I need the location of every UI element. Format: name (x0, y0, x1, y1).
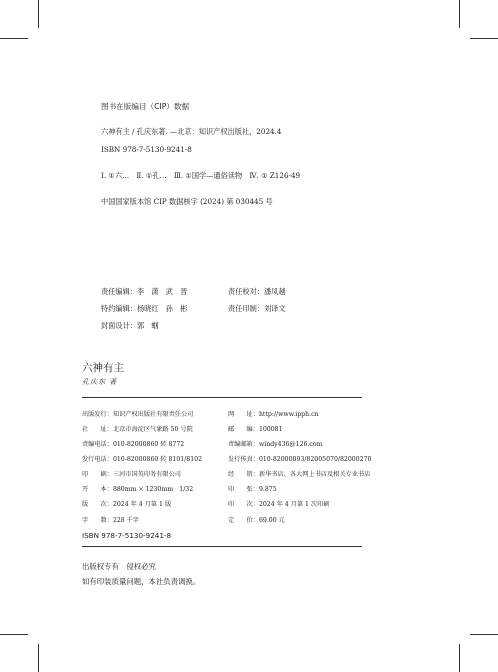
publishing-value: 69.00 元 (258, 517, 285, 524)
publishing-row-left-4 (82, 469, 181, 478)
publishing-label: 版 次： (82, 501, 113, 508)
publishing-label: 定 价： (228, 517, 259, 524)
publishing-row-right-0 (228, 409, 319, 418)
special-editor-value: 杨晓红 孙 彬 (136, 304, 188, 313)
publishing-value: 三河市国英印务有限公司 (112, 471, 181, 478)
cip-record-number: 中国国家版本馆 CIP 数据核字 (2024) 第 030445 号 (101, 197, 273, 206)
quality-notice: 如有印装质量问题，本社负责调换。 (82, 577, 201, 586)
crop-mark-top-right-h (470, 38, 498, 39)
publishing-label: 网 址： (228, 411, 259, 418)
publishing-value: 010-82000860 转 8772 (112, 441, 185, 448)
publishing-label: 开 本： (82, 486, 113, 493)
publishing-row-right-7 (228, 515, 285, 524)
publishing-row-left-5 (82, 484, 193, 493)
proofreader-value: 潘凤越 (263, 287, 286, 296)
publishing-row-left-1 (82, 424, 193, 433)
publishing-label: 经 销： (228, 471, 259, 478)
publishing-value: 228 千字 (112, 517, 140, 524)
cip-line-isbn: ISBN 978-7-5130-9241-8 (101, 145, 192, 154)
publishing-row-right-4 (228, 469, 370, 478)
printing-supervisor (228, 304, 286, 314)
publishing-value: 880mm × 1230mm 1/32 (112, 486, 194, 493)
publishing-row-left-7 (82, 515, 139, 524)
crop-mark-top-left-v (38, 0, 39, 28)
crop-mark-top-left-h (0, 38, 28, 39)
publishing-label: 责编邮箱： (228, 441, 259, 448)
divider-top (82, 397, 362, 398)
publishing-value: 北京市海淀区气象路 50 号院 (112, 426, 193, 433)
publishing-value: 2024 年 4 月第 1 版 (112, 501, 172, 508)
printing-supervisor-value: 刘译文 (263, 304, 286, 313)
special-editor (101, 304, 187, 314)
book-author: 孔庆东 著 (82, 378, 118, 386)
proofreader (228, 287, 286, 297)
publishing-label: 印 次： (228, 501, 259, 508)
responsible-editor-label: 责任编辑： (101, 287, 137, 296)
publishing-row-left-3 (82, 454, 202, 463)
crop-mark-bottom-left-v (38, 644, 39, 672)
publishing-label: 社 址： (82, 426, 113, 433)
publishing-label: 出版发行： (82, 411, 113, 418)
responsible-editor (101, 287, 187, 297)
publishing-value: http://www.ipph.cn (258, 411, 319, 418)
publishing-label: 印 张： (228, 486, 259, 493)
publishing-value: 知识产权出版社有限责任公司 (112, 411, 194, 418)
publishing-row-left-2 (82, 439, 184, 448)
publishing-value: 9.875 (258, 486, 277, 493)
cover-designer-value: 郭 蝈 (136, 321, 159, 330)
cip-line-title: 六神有主 / 孔庆东著. —北京：知识产权出版社，2024.4 (101, 127, 282, 136)
crop-mark-top-right-v (459, 0, 460, 28)
publishing-value: 010-82000893/82005070/82000270 (258, 456, 372, 463)
publishing-value: 100081 (258, 426, 283, 433)
divider-bottom (82, 546, 362, 547)
publishing-isbn: ISBN 978-7-5130-9241-8 (82, 531, 172, 540)
publishing-label: 字 数： (82, 517, 113, 524)
publishing-label: 邮 编： (228, 426, 259, 433)
publishing-label: 责编电话： (82, 441, 113, 448)
responsible-editor-value: 李 潇 武 晋 (136, 287, 188, 296)
printing-supervisor-label: 责任印制： (228, 304, 264, 313)
proofreader-label: 责任校对： (228, 287, 264, 296)
publishing-row-right-1 (228, 424, 283, 433)
publishing-label: 发行电话： (82, 456, 113, 463)
publishing-value: 010-82000860 转 8101/8102 (112, 456, 203, 463)
crop-mark-bottom-left-h (0, 634, 28, 635)
publishing-label: 印 刷： (82, 471, 113, 478)
publishing-row-left-0 (82, 409, 193, 418)
special-editor-label: 特约编辑： (101, 304, 137, 313)
publishing-label: 发行传真： (228, 456, 259, 463)
publishing-value: 新华书店、各大网上书店及相关专业书店 (258, 471, 371, 478)
crop-mark-bottom-right-v (459, 644, 460, 672)
rights-reserved: 出版权专有 侵权必究 (82, 562, 156, 571)
publishing-row-right-5 (228, 484, 277, 493)
publishing-row-right-6 (228, 499, 330, 508)
book-title: 六神有主 (82, 362, 124, 374)
publishing-row-right-3 (228, 454, 372, 463)
cip-classification: Ⅰ. ①六… Ⅱ. ①孔… Ⅲ. ①国学—通俗读物 Ⅳ. ① Z126-49 (101, 171, 301, 180)
publishing-value: windy436@126.com (258, 441, 323, 448)
publishing-row-right-2 (228, 439, 323, 448)
cover-designer-label: 封面设计： (101, 321, 137, 330)
cover-designer (101, 321, 159, 331)
cip-heading: 图书在版编目（CIP）数据 (101, 102, 190, 111)
crop-mark-bottom-right-h (470, 634, 498, 635)
publishing-row-left-6 (82, 499, 171, 508)
publishing-value: 2024 年 4 月第 1 次印刷 (258, 501, 330, 508)
